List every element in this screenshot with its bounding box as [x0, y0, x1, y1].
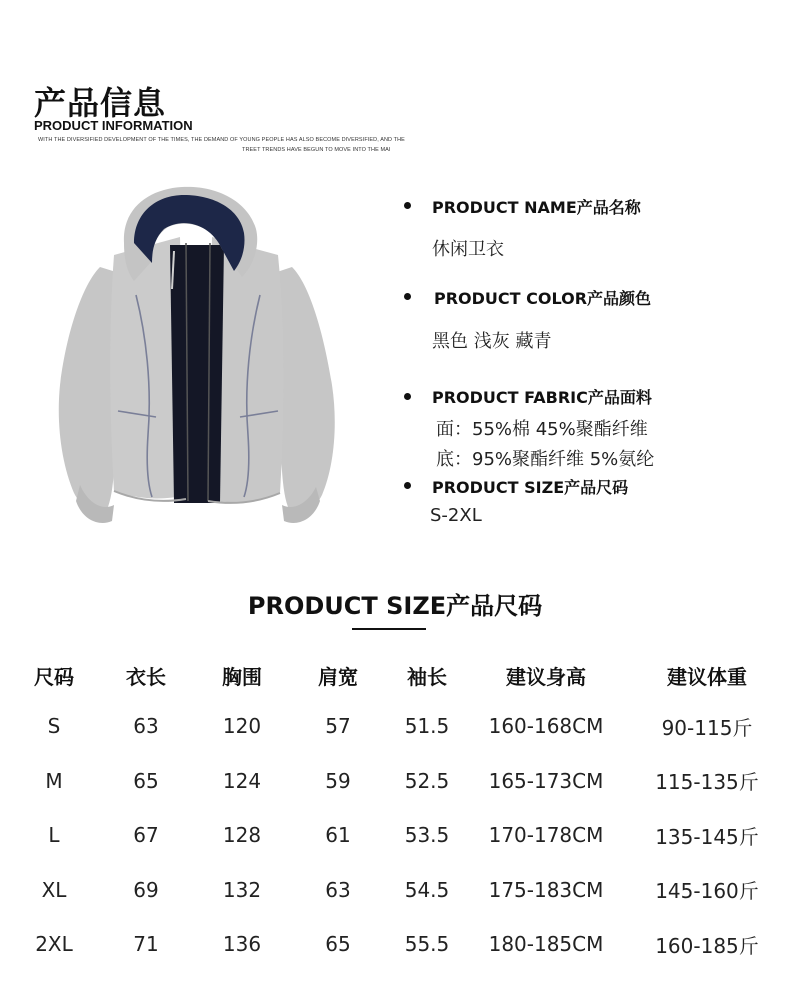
table-cell: 145-160斤: [655, 879, 759, 904]
table-cell: XL: [41, 877, 67, 902]
column-header: 肩宽: [318, 664, 358, 689]
table-cell: 160-168CM: [488, 714, 604, 739]
table-cell: 51.5: [404, 714, 450, 739]
table-cell: 63: [133, 714, 159, 739]
column-header: 建议身高: [506, 664, 586, 689]
info-label: PRODUCT FABRIC产品面料: [432, 388, 652, 407]
table-row: [10, 917, 790, 972]
table-cell: 175-183CM: [488, 877, 604, 902]
info-value: 面：55%棉 45%聚酯纤维: [436, 419, 648, 440]
column-header: 袖长: [407, 664, 447, 689]
info-label: PRODUCT SIZE产品尺码: [432, 478, 629, 497]
size-chart-title: PRODUCT SIZE产品尺码: [247, 592, 543, 620]
bullet-icon: [404, 202, 411, 209]
tagline-line-1: WITH THE DIVERSIFIED DEVELOPMENT OF THE TIMES, THE DEMAND OF YOUNG PEOPLE HAS ALSO BECOME DIVERSIFIED, AND THE: [38, 137, 405, 143]
table-cell: 90-115斤: [661, 715, 753, 740]
table-row: [10, 754, 790, 809]
table-cell: 65: [133, 768, 159, 793]
table-cell: 128: [222, 823, 262, 848]
info-value: 黑色 浅灰 藏青: [432, 331, 552, 352]
column-header: 尺码: [34, 664, 74, 689]
section-subtitle: PRODUCT INFORMATION: [34, 118, 193, 133]
table-cell: 180-185CM: [488, 932, 604, 957]
table-cell: 115-135斤: [655, 770, 759, 795]
table-cell: 120: [222, 714, 262, 739]
table-header-row: [10, 651, 790, 699]
table-row: [10, 699, 790, 754]
table-cell: 57: [325, 714, 351, 739]
table-cell: 69: [133, 877, 159, 902]
section-title: 产品信息: [34, 84, 167, 122]
info-value: S-2XL: [430, 505, 482, 526]
table-cell: 63: [325, 877, 351, 902]
table-cell: 59: [325, 768, 351, 793]
column-header: 衣长: [126, 664, 166, 689]
table-cell: 132: [222, 877, 262, 902]
bullet-icon: [404, 293, 411, 300]
bullet-icon: [404, 393, 411, 400]
table-cell: 124: [222, 768, 262, 793]
table-cell: L: [48, 823, 60, 848]
table-cell: S: [47, 714, 61, 739]
table-cell: M: [45, 768, 63, 793]
info-value: 底：95%聚酯纤维 5%氨纶: [436, 449, 655, 470]
table-cell: 61: [325, 823, 351, 848]
table-cell: 160-185斤: [655, 933, 759, 958]
column-header: 建议体重: [667, 664, 747, 689]
column-header: 胸围: [222, 664, 262, 689]
product-image: [52, 185, 342, 533]
size-table: [10, 651, 790, 972]
tagline-line-2: TREET TRENDS HAVE BEGUN TO MOVE INTO THE MAI: [242, 147, 391, 153]
title-underline: [352, 628, 426, 630]
table-cell: 2XL: [35, 932, 73, 957]
table-row: [10, 863, 790, 918]
table-cell: 67: [133, 823, 159, 848]
table-cell: 165-173CM: [488, 768, 604, 793]
table-cell: 65: [325, 932, 351, 957]
table-cell: 52.5: [404, 768, 450, 793]
info-value: 休闲卫衣: [432, 239, 504, 260]
table-cell: 136: [222, 932, 262, 957]
table-cell: 170-178CM: [488, 823, 604, 848]
table-row: [10, 808, 790, 863]
table-cell: 55.5: [404, 932, 450, 957]
table-cell: 135-145斤: [655, 824, 759, 849]
table-cell: 71: [133, 932, 159, 957]
info-label: PRODUCT COLOR产品颜色: [434, 289, 652, 308]
table-cell: 53.5: [404, 823, 450, 848]
table-cell: 54.5: [404, 877, 450, 902]
bullet-icon: [404, 482, 411, 489]
info-label: PRODUCT NAME产品名称: [432, 198, 641, 217]
